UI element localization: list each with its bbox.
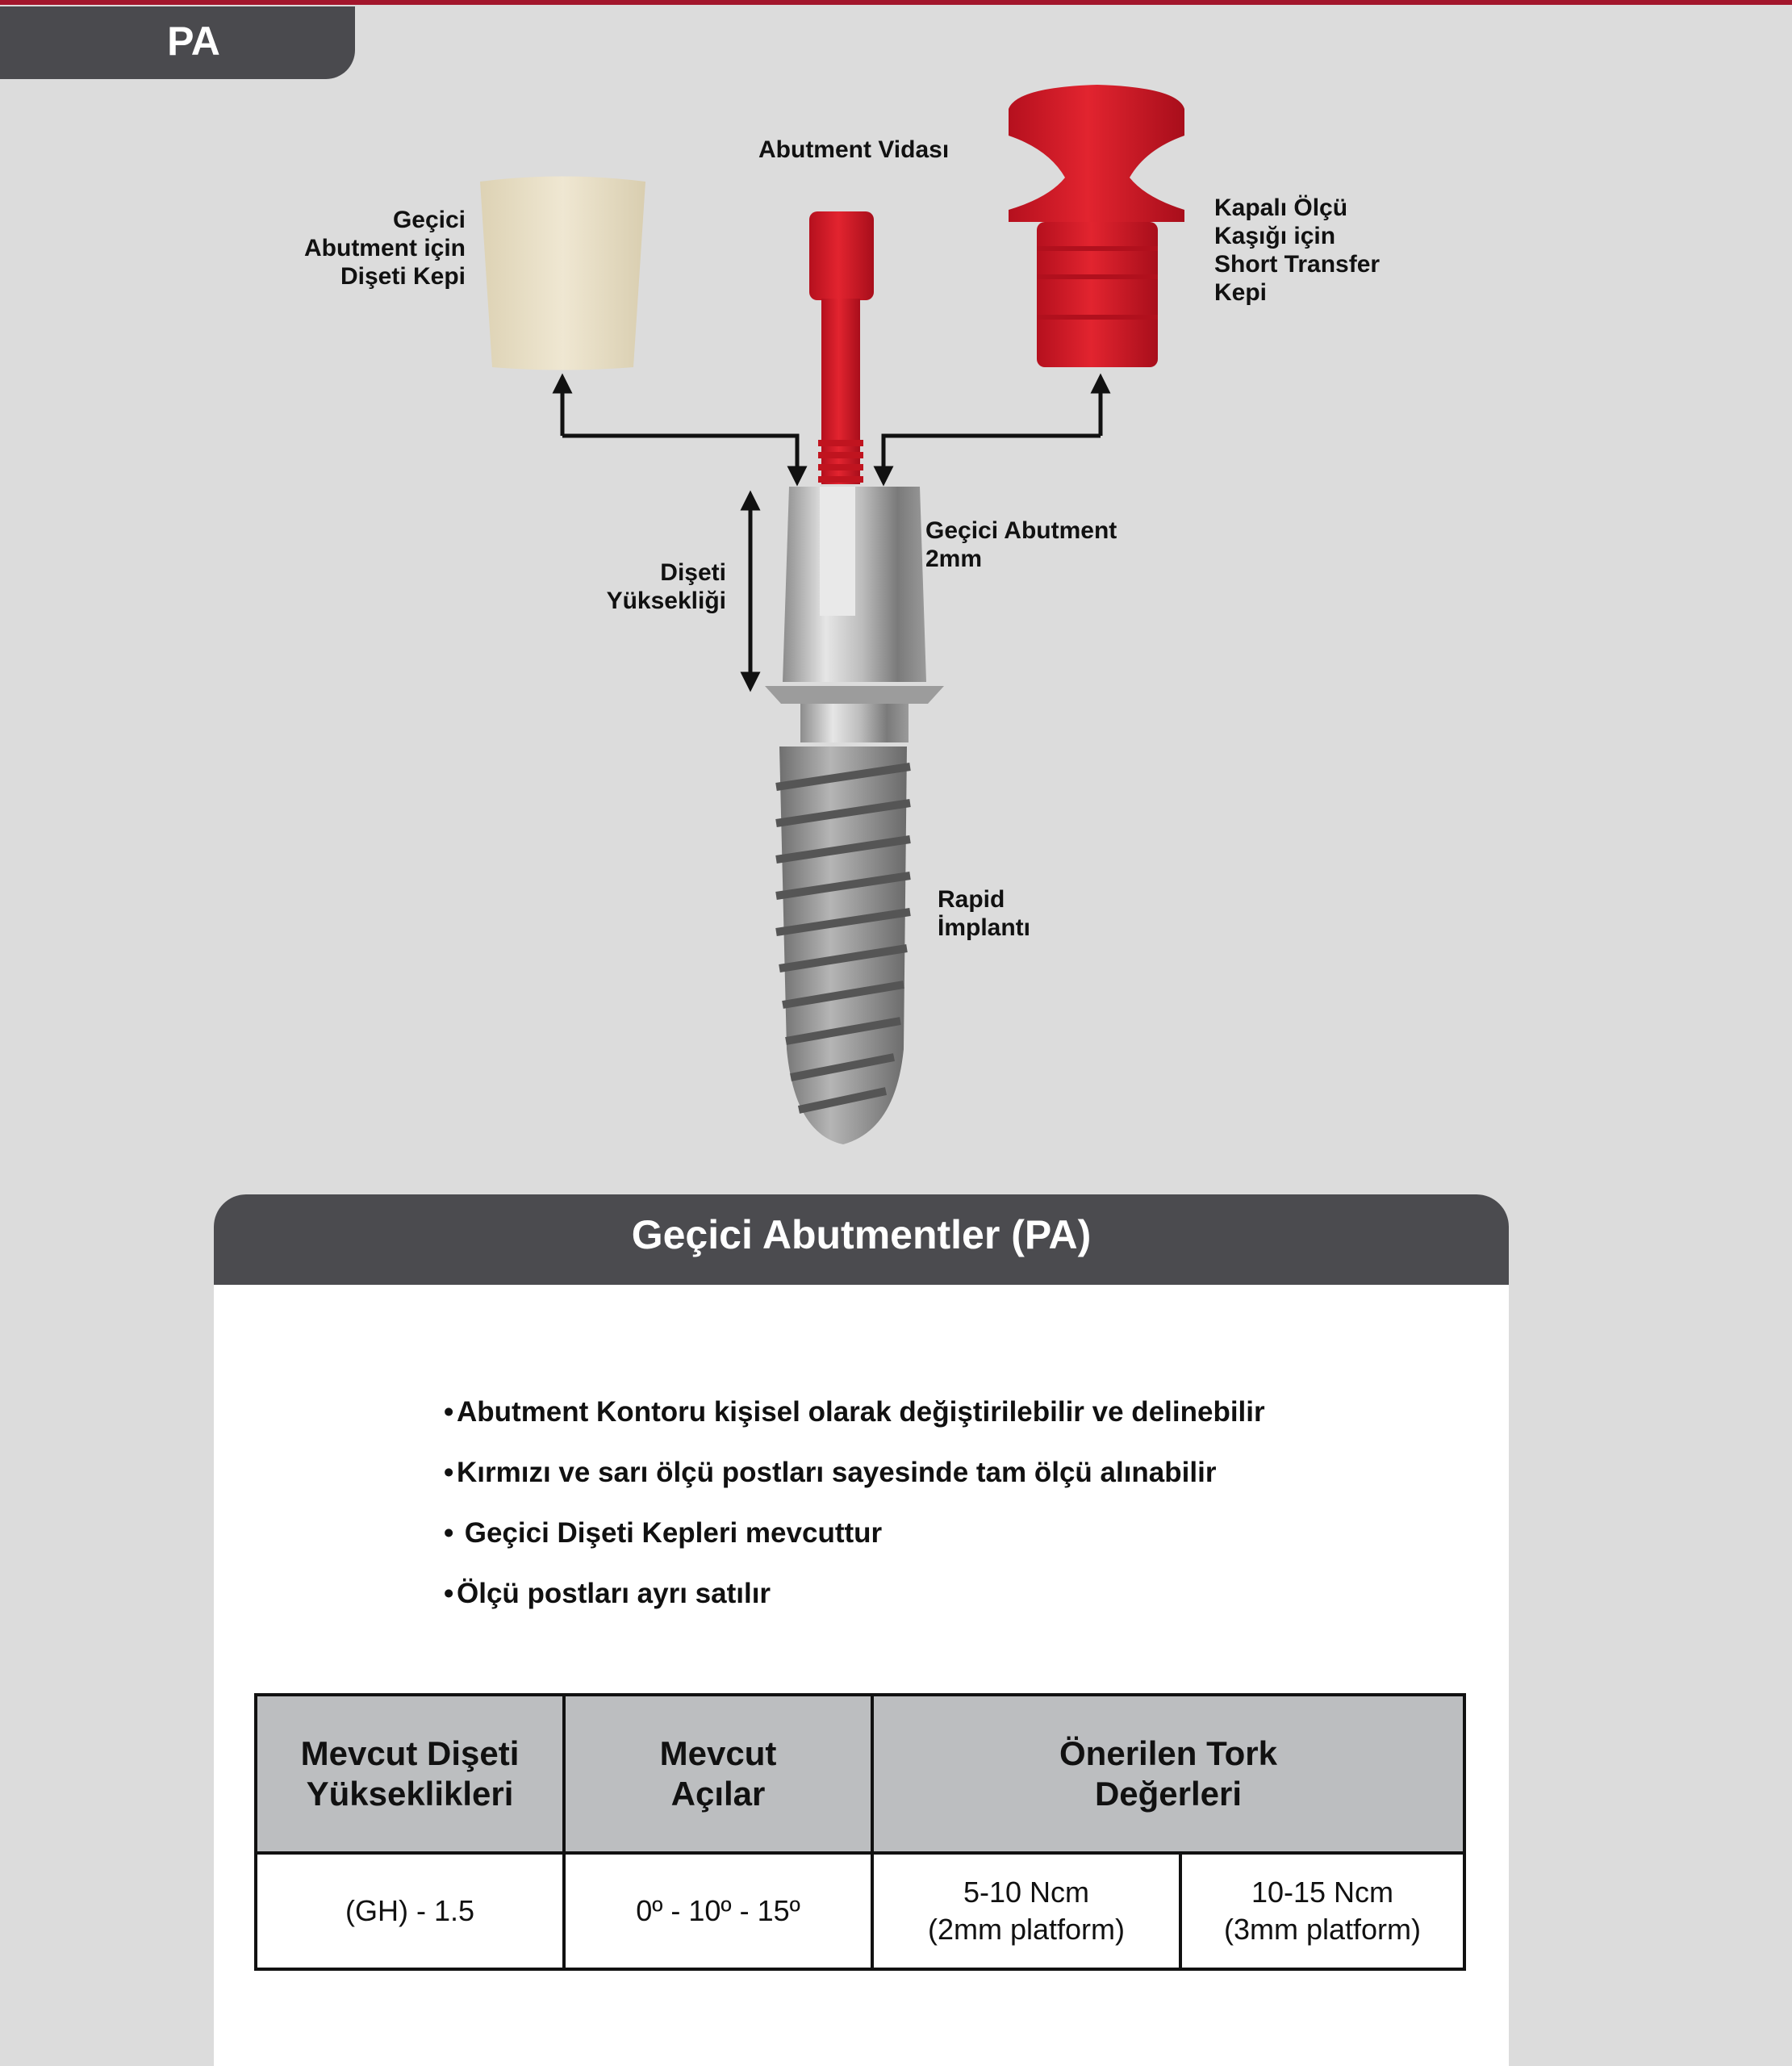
label-temporary-abutment	[925, 516, 1117, 573]
label-line: Dişeti	[660, 559, 726, 586]
abutment-screw-image	[809, 211, 874, 484]
label-line: Kepi	[1214, 279, 1268, 306]
header-gingival-heights	[256, 1695, 564, 1853]
cell-line: 10-15 Ncm	[1251, 1876, 1394, 1909]
bullet-icon: •	[444, 1457, 454, 1488]
feature-item	[444, 1457, 1265, 1517]
product-info-card	[214, 1194, 1509, 2066]
label-gingival-height	[565, 558, 726, 615]
spec-table	[254, 1693, 1466, 1971]
label-line: Kapalı Ölçü	[1214, 194, 1348, 221]
cell-line: 5-10 Ncm	[963, 1876, 1090, 1909]
feature-list	[444, 1396, 1265, 1638]
bullet-icon: •	[444, 1517, 454, 1549]
header-line: Yükseklikleri	[306, 1775, 514, 1813]
feature-item	[444, 1517, 1265, 1578]
arrow-to-abutment-right	[883, 436, 1101, 476]
header-line: Açılar	[670, 1775, 766, 1813]
temporary-abutment-image	[765, 487, 944, 742]
bullet-icon: •	[444, 1396, 454, 1428]
cell-torque-2mm	[872, 1853, 1180, 1969]
rapid-implant-image	[776, 747, 910, 1144]
label-line: Dişeti Kepi	[340, 263, 466, 290]
table-row	[256, 1853, 1464, 1969]
card-title: Geçici Abutmentler (PA)	[214, 1194, 1509, 1285]
label-gingiva-cap	[266, 206, 466, 291]
feature-text: Abutment Kontoru kişisel olarak değiştirilebilir ve delinebilir	[457, 1396, 1265, 1428]
cell-line: (2mm platform)	[927, 1913, 1126, 1946]
label-line: Kaşığı için	[1214, 223, 1336, 249]
transfer-cap-image	[1009, 85, 1184, 367]
section-tab-label: PA	[167, 19, 220, 64]
feature-text: Geçici Dişeti Kepleri mevcuttur	[457, 1517, 883, 1549]
label-rapid-implant	[938, 885, 1030, 942]
label-abutment-screw: Abutment Vidası	[758, 136, 950, 163]
feature-text: Kırmızı ve sarı ölçü postları sayesinde tam ölçü alınabilir	[457, 1457, 1217, 1488]
label-line: 2mm	[925, 546, 983, 572]
table-header-row	[256, 1695, 1464, 1853]
feature-item	[444, 1396, 1265, 1457]
label-transfer-cap	[1214, 194, 1380, 307]
header-line: Değerleri	[1094, 1775, 1243, 1813]
cell-torque-3mm	[1180, 1853, 1464, 1969]
header-line: Mevcut	[659, 1734, 777, 1772]
cell-line: (3mm platform)	[1223, 1913, 1422, 1946]
bullet-icon: •	[444, 1578, 454, 1609]
label-line: Short Transfer	[1214, 251, 1381, 278]
label-line: Geçici	[392, 207, 466, 233]
header-line: Önerilen Tork	[1059, 1734, 1277, 1772]
header-torque	[872, 1695, 1464, 1853]
feature-item	[444, 1578, 1265, 1638]
header-line: Mevcut Dişeti	[300, 1734, 520, 1772]
label-line: Abutment için	[304, 235, 466, 261]
feature-text: Ölçü postları ayrı satılır	[457, 1578, 771, 1609]
arrow-to-abutment-left	[562, 436, 797, 476]
label-line: Yüksekliği	[606, 588, 726, 614]
label-line: Geçici Abutment	[925, 517, 1117, 544]
label-line: İmplantı	[938, 914, 1031, 941]
cell-angles: 0º - 10º - 15º	[564, 1853, 872, 1969]
gingiva-cap-image	[480, 177, 645, 370]
label-line: Rapid	[938, 886, 1005, 913]
header-angles	[564, 1695, 872, 1853]
cell-gingival-height: (GH) - 1.5	[256, 1853, 564, 1969]
